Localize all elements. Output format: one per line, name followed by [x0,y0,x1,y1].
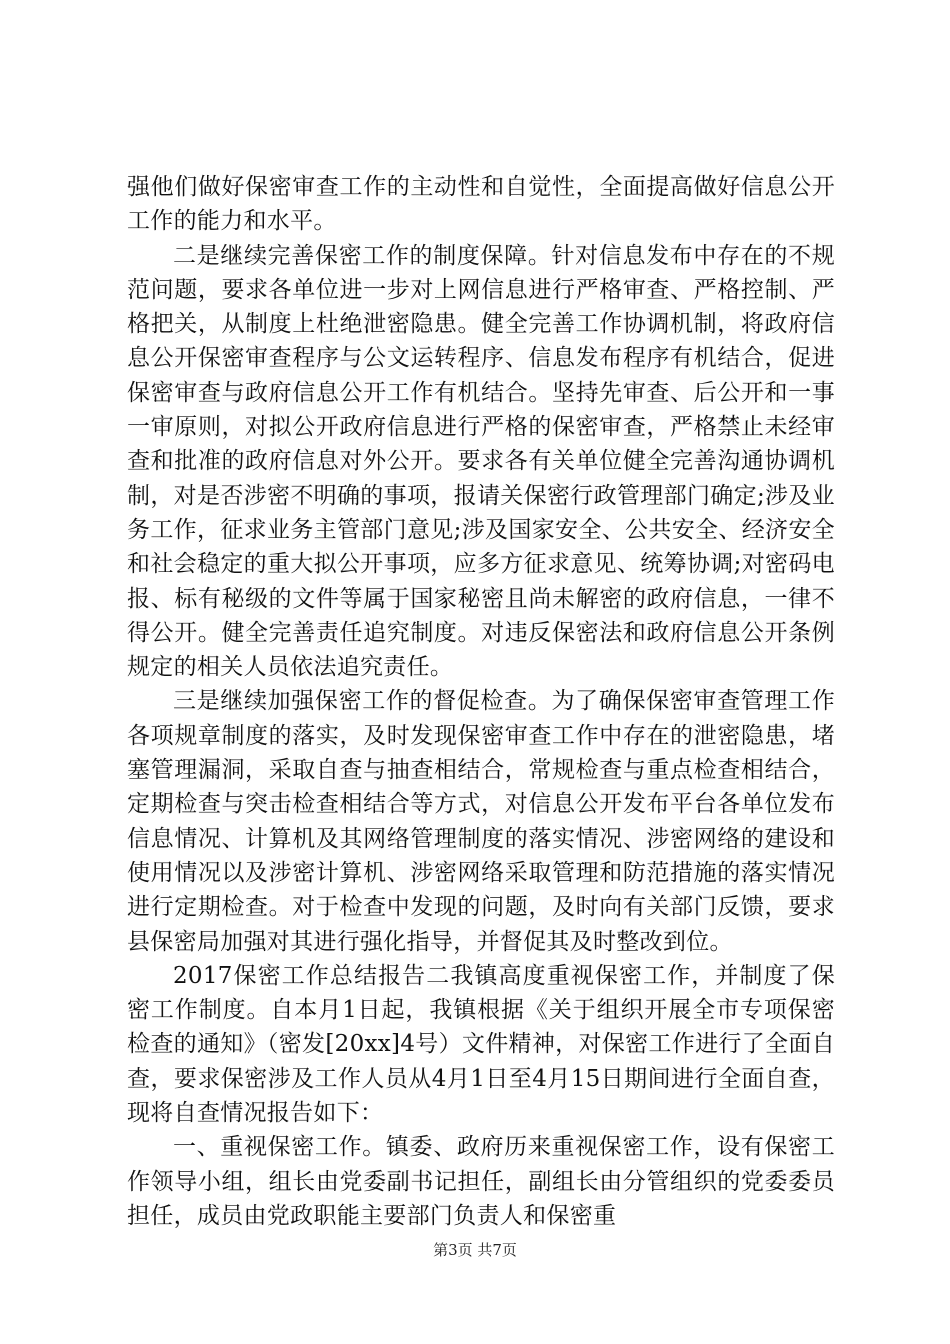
paragraph-supervision-inspection: 三是继续加强保密工作的督促检查。为了确保保密审查管理工作各项规章制度的落实，及时发现保密审查工作中存在的泄密隐患，堵塞管理漏洞，采取自查与抽查相结合，常规检查与重点检查相结合，定期检查与突击检查相结合等方式，对信息公开发布平台各单位发布信息情况、计算机及其网络管理制度的落实情况、涉密网络的建设和使用情况以及涉密计算机、涉密网络采取管理和防范措施的落实情况进行定期检查。对于检查中发现的问题，及时向有关部门反馈，要求县保密局加强对其进行强化指导，并督促其及时整改到位。 [127,688,835,955]
page-number-footer: 第3页 共7页 [433,1241,517,1259]
paragraph-institutional-guarantee: 二是继续完善保密工作的制度保障。针对信息发布中存在的不规范问题，要求各单位进一步对上网信息进行严格审查、严格控制、严格把关，从制度上杜绝泄密隐患。健全完善工作协调机制，将政府信息公开保密审查程序与公文运转程序、信息发布程序有机结合，促进保密审查与政府信息公开工作有机结合。坚持先审查、后公开和一事一审原则，对拟公开政府信息进行严格的保密审查，严格禁止未经审查和批准的政府信息对外公开。要求各有关单位健全完善沟通协调机制，对是否涉密不明确的事项，报请关保密行政管理部门确定;涉及业务工作，征求业务主管部门意见;涉及国家安全、公共安全、经济安全和社会稳定的重大拟公开事项，应多方征求意见、统筹协调;对密码电报、标有秘级的文件等属于国家秘密且尚未解密的政府信息，一律不得公开。健全完善责任追究制度。对违反保密法和政府信息公开条例规定的相关人员依法追究责任。 [127,242,835,681]
paragraph-continuation: 强他们做好保密审查工作的主动性和自觉性，全面提高做好信息公开工作的能力和水平。 [127,174,835,235]
paragraph-attach-importance: 一、重视保密工作。镇委、政府历来重视保密工作，设有保密工作领导小组，组长由党委副书记担任，副组长由分管组织的党委委员担任，成员由党政职能主要部门负责人和保密重 [127,1134,835,1229]
document-body [127,170,835,1233]
paragraph-report-two-intro: 2017保密工作总结报告二我镇高度重视保密工作，并制度了保密工作制度。自本月1日起，我镇根据《关于组织开展全市专项保密检查的通知》（密发[20xx]4号）文件精神，对保密工作进行了全面自查，要求保密涉及工作人员从4月1日至4月15日期间进行全面自查，现将自查情况报告如下： [127,962,835,1127]
